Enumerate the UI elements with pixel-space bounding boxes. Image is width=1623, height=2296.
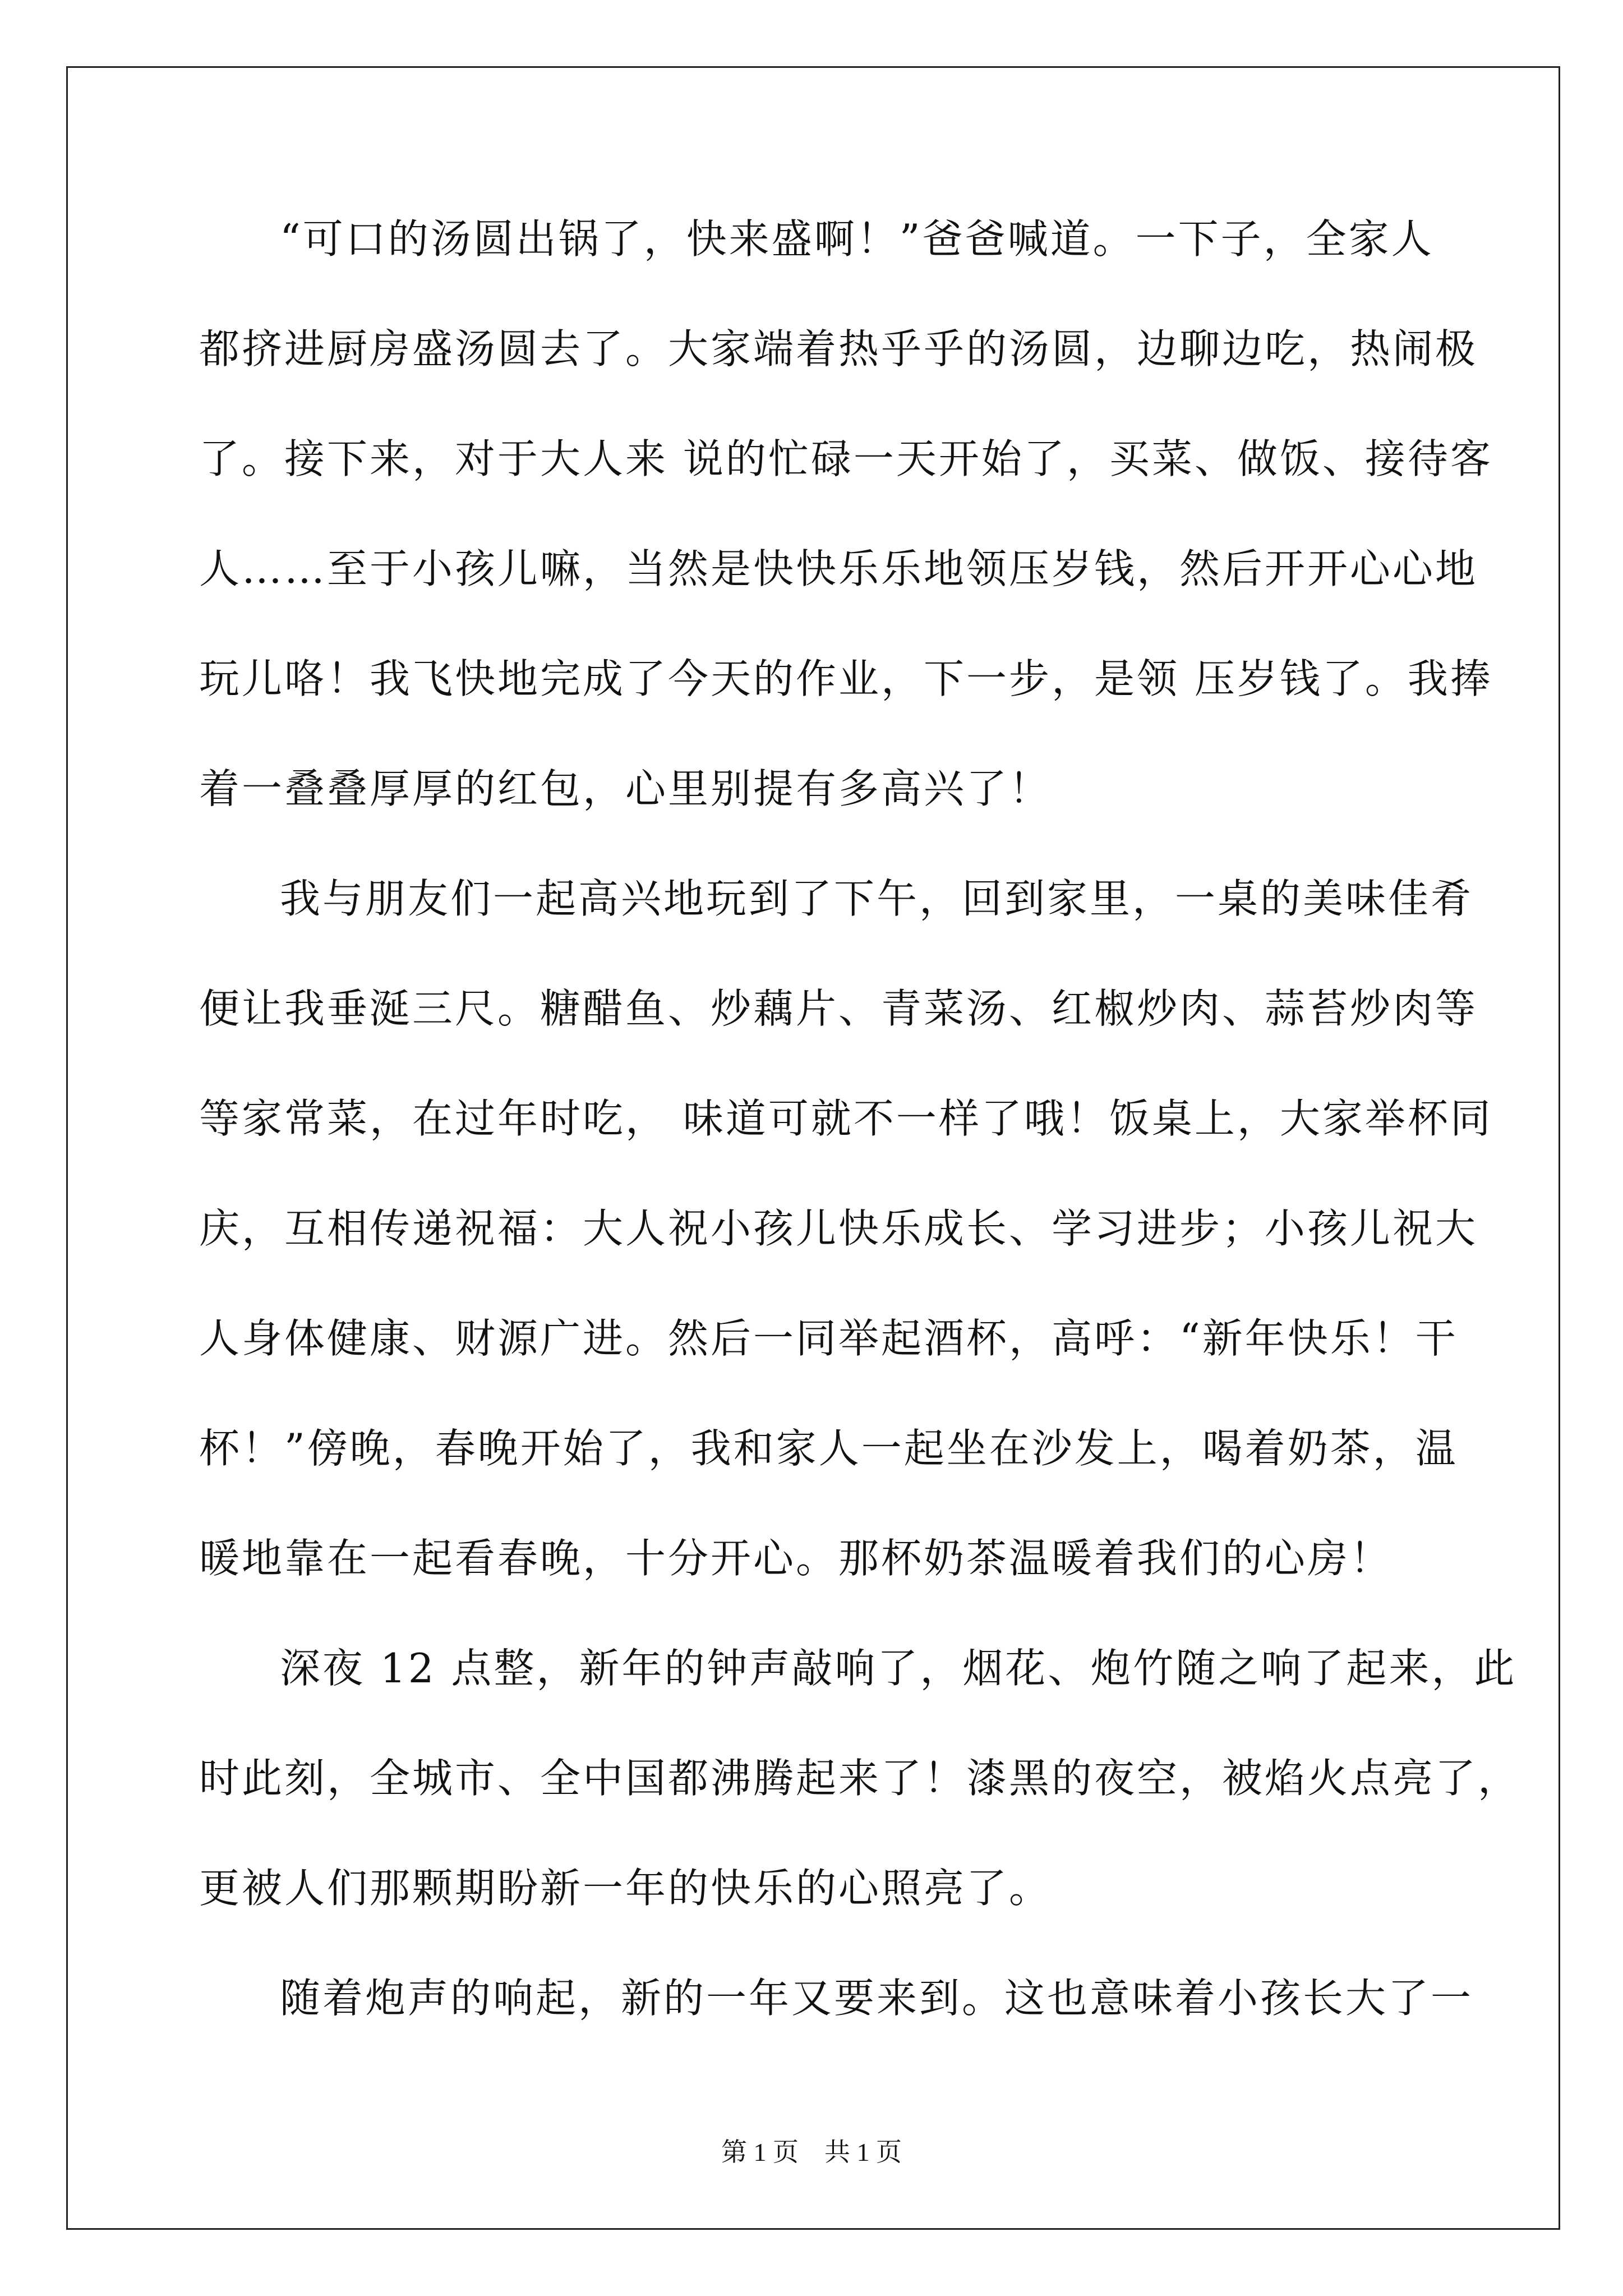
- paragraph-line: 更被人们那颗期盼新一年的快乐的心照亮了。: [199, 1865, 1052, 1912]
- paragraph-line: 了。接下来，对于大人来 说的忙碌一天开始了，买菜、做饭、接待客: [199, 435, 1493, 482]
- paragraph-line: 着一叠叠厚厚的红包，心里别提有多高兴了！: [199, 765, 1052, 812]
- paragraph-line: 随着炮声的响起，新的一年又要来到。这也意味着小孩长大了一: [280, 1975, 1474, 2022]
- paragraph-line: 便让我垂涎三尺。糖醋鱼、炒藕片、青菜汤、红椒炒肉、蒜苔炒肉等: [199, 985, 1478, 1032]
- paragraph-line: 人身体健康、财源广进。然后一同举起酒杯，高呼：“新年快乐！干: [199, 1315, 1458, 1362]
- paragraph-line: “可口的汤圆出锅了，快来盛啊！”爸爸喊道。一下子，全家人: [280, 215, 1434, 263]
- page-footer: 第 1 页 共 1 页: [721, 2138, 902, 2166]
- paragraph-line: 杯！”傍晚，春晚开始了，我和家人一起坐在沙发上，喝着奶茶，温: [199, 1425, 1458, 1472]
- paragraph-line: 我与朋友们一起高兴地玩到了下午，回到家里，一桌的美味佳肴: [280, 875, 1474, 922]
- paragraph-line: 都挤进厨房盛汤圆去了。大家端着热乎乎的汤圆，边聊边吃，热闹极: [199, 325, 1478, 372]
- paragraph-line: 人……至于小孩儿嘛，当然是快快乐乐地领压岁钱，然后开开心心地: [199, 545, 1478, 592]
- paragraph-line: 庆，互相传递祝福：大人祝小孩儿快乐成长、学习进步；小孩儿祝大: [199, 1205, 1478, 1252]
- paragraph-3: [199, 1641, 1521, 1971]
- paragraph-line: 深夜 12 点整，新年的钟声敲响了，烟花、炮竹随之响了起来，此: [280, 1645, 1517, 1692]
- paragraph-4: [199, 1971, 1474, 2081]
- paragraph-line: 时此刻，全城市、全中国都沸腾起来了！漆黑的夜空，被焰火点亮了，: [199, 1755, 1521, 1802]
- paragraph-line: 暖地靠在一起看春晚，十分开心。那杯奶茶温暖着我们的心房！: [199, 1535, 1393, 1582]
- paragraph-1: [199, 212, 1493, 872]
- document-body: [199, 212, 1521, 2081]
- paragraph-line: 玩儿咯！我飞快地完成了今天的作业，下一步，是领 压岁钱了。我捧: [199, 655, 1493, 702]
- paragraph-2: [199, 872, 1493, 1641]
- paragraph-line: 等家常菜，在过年时吃， 味道可就不一样了哦！饭桌上，大家举杯同: [199, 1095, 1493, 1142]
